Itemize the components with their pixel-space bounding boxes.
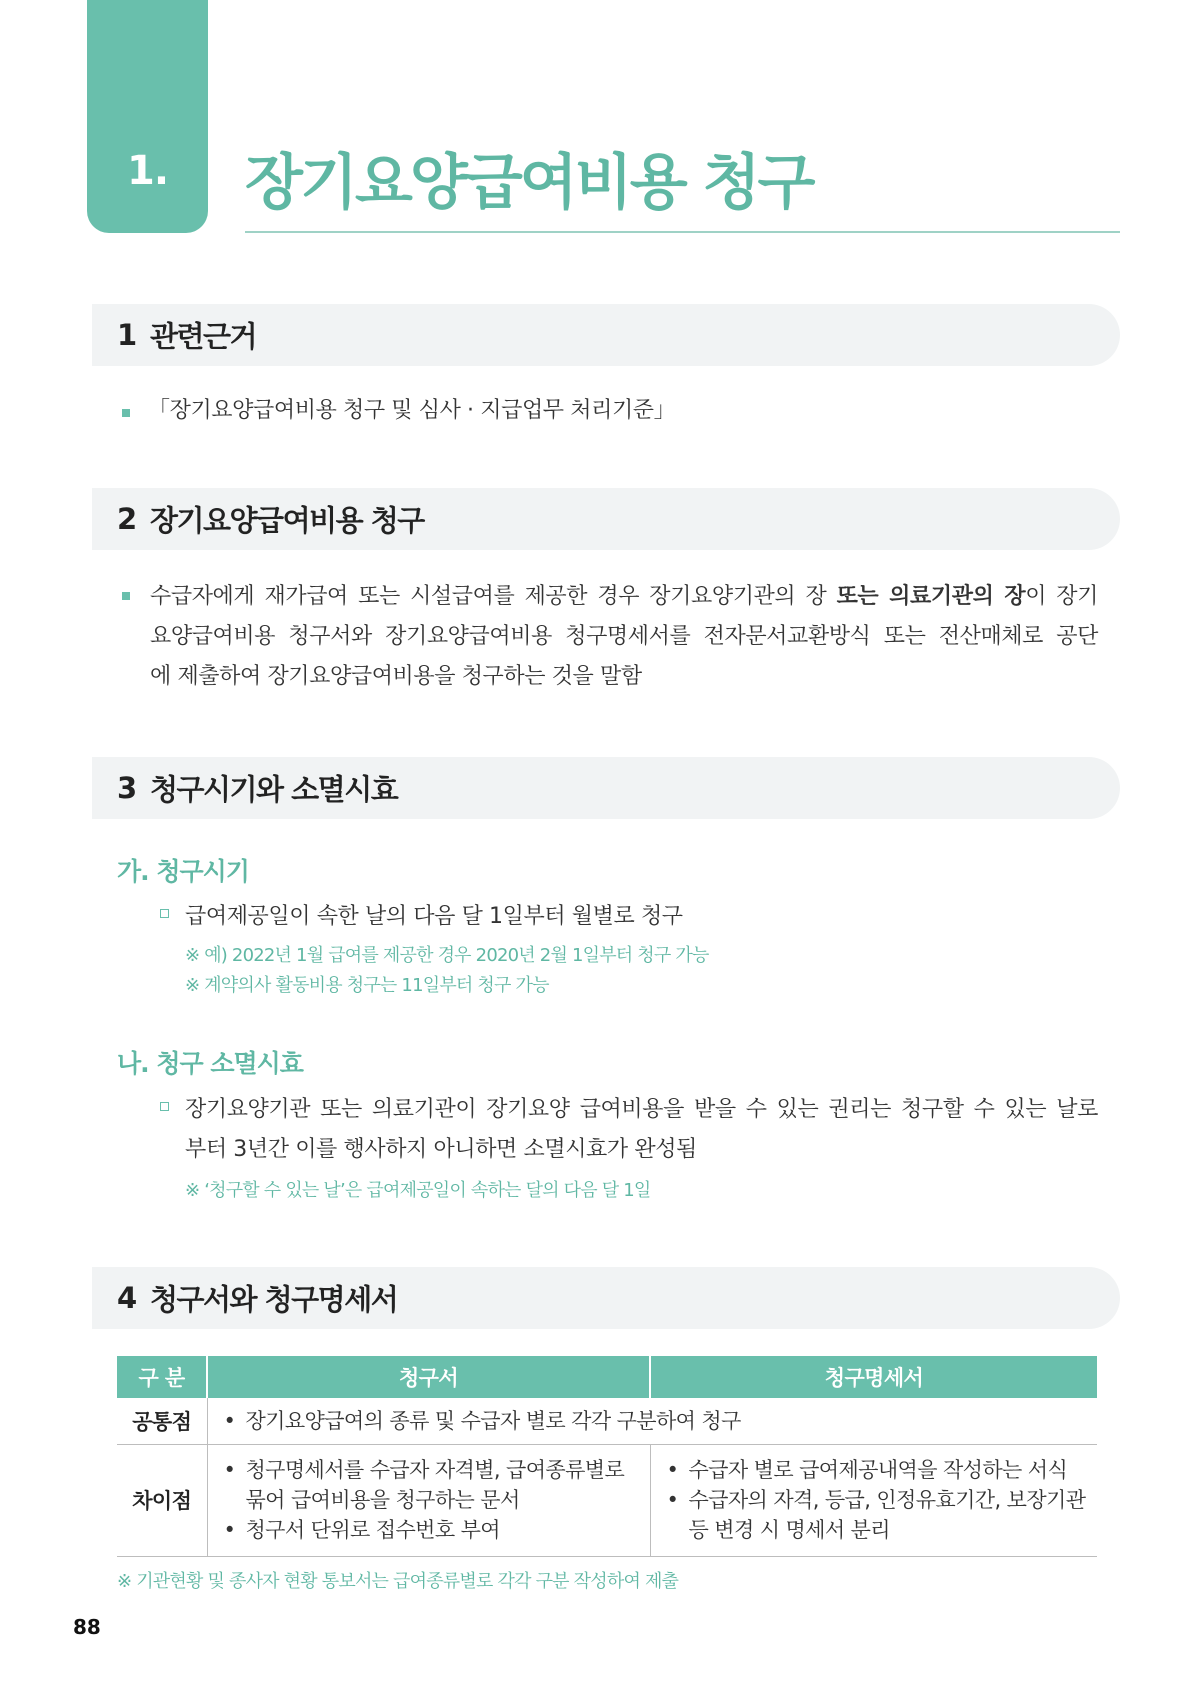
section-heading-2 <box>92 488 1120 550</box>
section-heading-3 <box>92 757 1120 819</box>
section-title: 장기요양급여비용 청구 <box>150 503 424 538</box>
row-header: 공통점 <box>117 1398 207 1444</box>
comparison-table <box>117 1356 1097 1557</box>
column-header: 청구서 <box>207 1356 650 1398</box>
column-header: 청구명세서 <box>650 1356 1097 1398</box>
table-row <box>117 1444 1097 1556</box>
claim-timing-item: 급여제공일이 속한 날의 다음 달 1일부터 월별로 청구 <box>185 904 683 929</box>
title-divider <box>245 231 1120 233</box>
paragraph-line: 장기요양기관 또는 의료기관이 장기요양 급여비용을 받을 수 있는 권리는 청구할 수 있는 날로 <box>185 1097 1098 1122</box>
row-header: 차이점 <box>117 1444 207 1556</box>
paragraph-line: 에 제출하여 장기요양급여비용을 청구하는 것을 말함 <box>150 664 642 689</box>
section-number: 2 <box>117 502 138 536</box>
table-row <box>117 1398 1097 1444</box>
list-item: • 장기요양급여의 종류 및 수급자 별로 각각 구분하여 청구 <box>224 1406 1098 1436</box>
hollow-square-bullet-icon <box>160 1102 169 1111</box>
table-cell <box>207 1398 1097 1444</box>
column-header: 구 분 <box>117 1356 207 1398</box>
subsection-heading: 나. 청구 소멸시효 <box>117 1049 303 1078</box>
paragraph-line: 부터 3년간 이를 행사하지 아니하면 소멸시효가 완성됨 <box>185 1137 697 1162</box>
section-number: 4 <box>117 1281 138 1315</box>
limitation-item <box>185 1090 1098 1170</box>
chapter-number: 1. <box>126 148 169 194</box>
section-heading-4 <box>92 1267 1120 1329</box>
note-text: ※ 계약의사 활동비용 청구는 11일부터 청구 가능 <box>185 975 549 996</box>
page-number: 88 <box>73 1615 101 1639</box>
chapter-tab <box>87 0 208 233</box>
section-title: 청구시기와 소멸시효 <box>150 772 398 807</box>
subsection-heading: 가. 청구시기 <box>117 857 249 886</box>
section-heading-1 <box>92 304 1120 366</box>
table-cell <box>207 1444 650 1556</box>
list-item: • 수급자 별로 급여제공내역을 작성하는 서식 <box>667 1455 1088 1485</box>
section-title: 청구서와 청구명세서 <box>150 1282 398 1317</box>
hollow-square-bullet-icon <box>160 909 169 918</box>
note-text: ※ 예) 2022년 1월 급여를 제공한 경우 2020년 2월 1일부터 청구 가능 <box>185 945 709 966</box>
list-item: • 청구명세서를 수급자 자격별, 급여종류별로 묶어 급여비용을 청구하는 문서 <box>224 1455 640 1515</box>
square-bullet-icon <box>122 592 130 600</box>
definition-paragraph <box>150 577 1098 697</box>
paragraph-line: 수급자에게 재가급여 또는 시설급여를 제공한 경우 장기요양기관의 장 또는 의료기관의 장이 장기 <box>150 584 1098 609</box>
chapter-title: 장기요양급여비용 청구 <box>245 148 813 218</box>
note-text: ※ ‘청구할 수 있는 날’은 급여제공일이 속하는 달의 다음 달 1일 <box>185 1180 651 1201</box>
list-item: • 수급자의 자격, 등급, 인정유효기간, 보장기관 등 변경 시 명세서 분리 <box>667 1485 1088 1545</box>
square-bullet-icon <box>122 409 130 417</box>
section-number: 1 <box>117 318 138 352</box>
bold-emphasis: 또는 의료기관의 장 <box>836 584 1026 609</box>
list-item: • 청구서 단위로 접수번호 부여 <box>224 1515 640 1545</box>
table-cell <box>650 1444 1097 1556</box>
table-header-row <box>117 1356 1097 1398</box>
section-number: 3 <box>117 771 138 805</box>
paragraph-line: 요양급여비용 청구서와 장기요양급여비용 청구명세서를 전자문서교환방식 또는 전산매체로 공단 <box>150 624 1098 649</box>
section-title: 관련근거 <box>150 319 257 354</box>
legal-basis-item: 「장기요양급여비용 청구 및 심사 · 지급업무 처리기준」 <box>148 398 676 423</box>
table-footnote: ※ 기관현황 및 종사자 현황 통보서는 급여종류별로 각각 구분 작성하여 제출 <box>117 1571 679 1592</box>
